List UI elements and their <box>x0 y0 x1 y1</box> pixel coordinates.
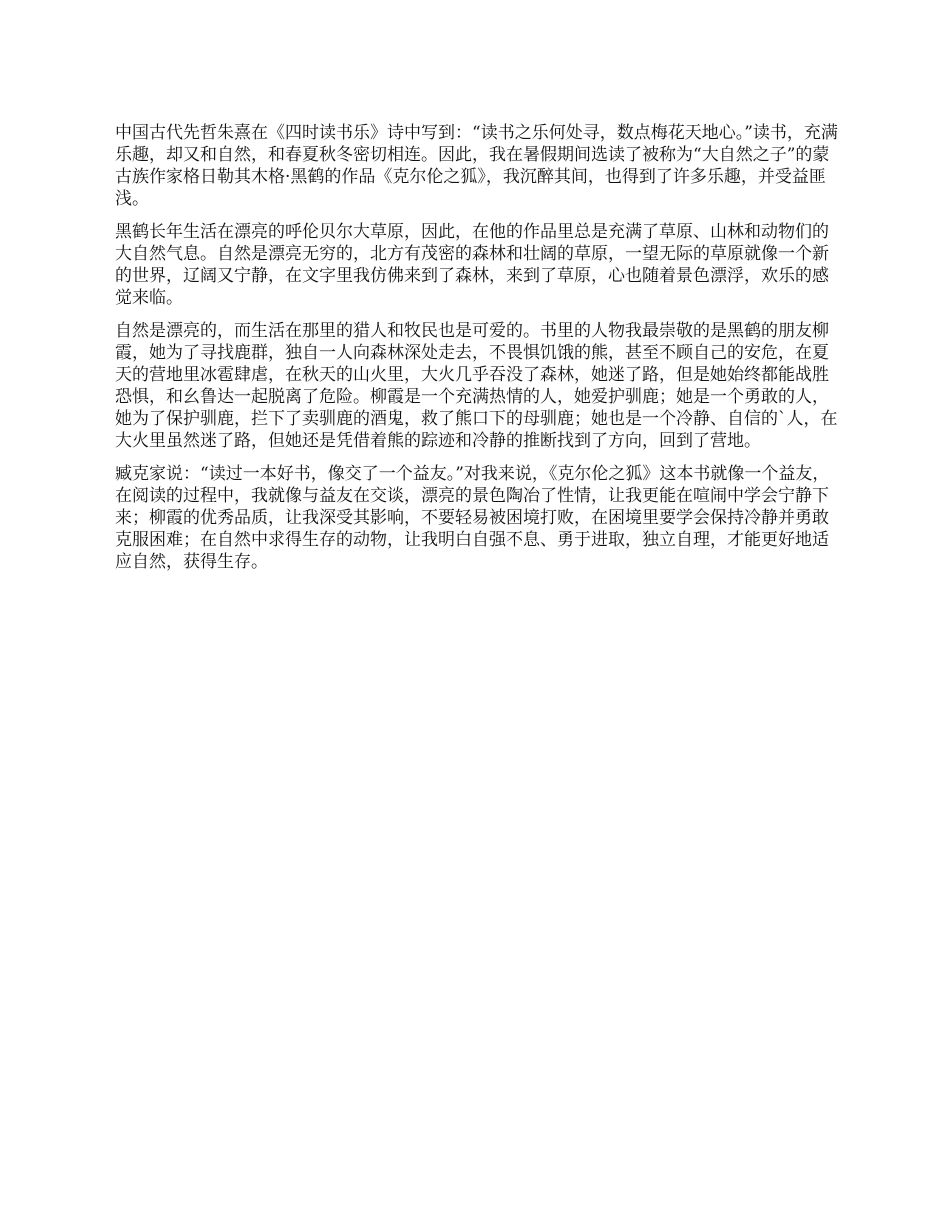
paragraph-4: 臧克家说：“读过一本好书，像交了一个益友。”对我来说，《克尔伦之狐》这本书就像一个益友，在阅读的过程中，我就像与益友在交谈，漂亮的景色陶冶了性情，让我更能在喧闹中学会宁静下来；柳霞的优秀品质，让我深受其影响，不要轻易被困境打败，在困境里要学会保持冷静并勇敢克服困难；在自然中求得生存的动物，让我明白自强不息、勇于进取，独立自理，才能更好地适应自然，获得生存。 <box>115 464 830 572</box>
paragraph-1: 中国古代先哲朱熹在《四时读书乐》诗中写到：“读书之乐何处寻，数点梅花天地心。”读书，充满乐趣，却又和自然，和春夏秋冬密切相连。因此，我在暑假期间选读了被称为“大自然之子”的蒙古族作家格日勒其木格·黑鹤的作品《克尔伦之狐》，我沉醉其间，也得到了许多乐趣，并受益匪浅。 <box>115 123 838 209</box>
document-body <box>115 122 838 584</box>
paragraph-3: 自然是漂亮的，而生活在那里的猎人和牧民也是可爱的。书里的人物我最崇敬的是黑鹤的朋友柳霞，她为了寻找鹿群，独自一人向森林深处走去，不畏惧饥饿的熊，甚至不顾自己的安危，在夏天的营地里冰雹肆虐，在秋天的山火里，大火几乎吞没了森林，她迷了路，但是她始终都能战胜恐惧，和幺鲁达一起脱离了危险。柳霞是一个充满热情的人，她爱护驯鹿；她是一个勇敢的人，她为了保护驯鹿，拦下了卖驯鹿的酒鬼，救了熊口下的母驯鹿；她也是一个冷静、自信的`人，在大火里虽然迷了路，但她还是凭借着熊的踪迹和冷静的推断找到了方向，回到了营地。 <box>115 321 838 451</box>
paragraph-2: 黑鹤长年生活在漂亮的呼伦贝尔大草原，因此，在他的作品里总是充满了草原、山林和动物们的大自然气息。自然是漂亮无穷的，北方有茂密的森林和壮阔的草原，一望无际的草原就像一个新的世界，辽阔又宁静，在文字里我仿佛来到了森林，来到了草原，心也随着景色漂浮，欢乐的感觉来临。 <box>115 222 829 308</box>
